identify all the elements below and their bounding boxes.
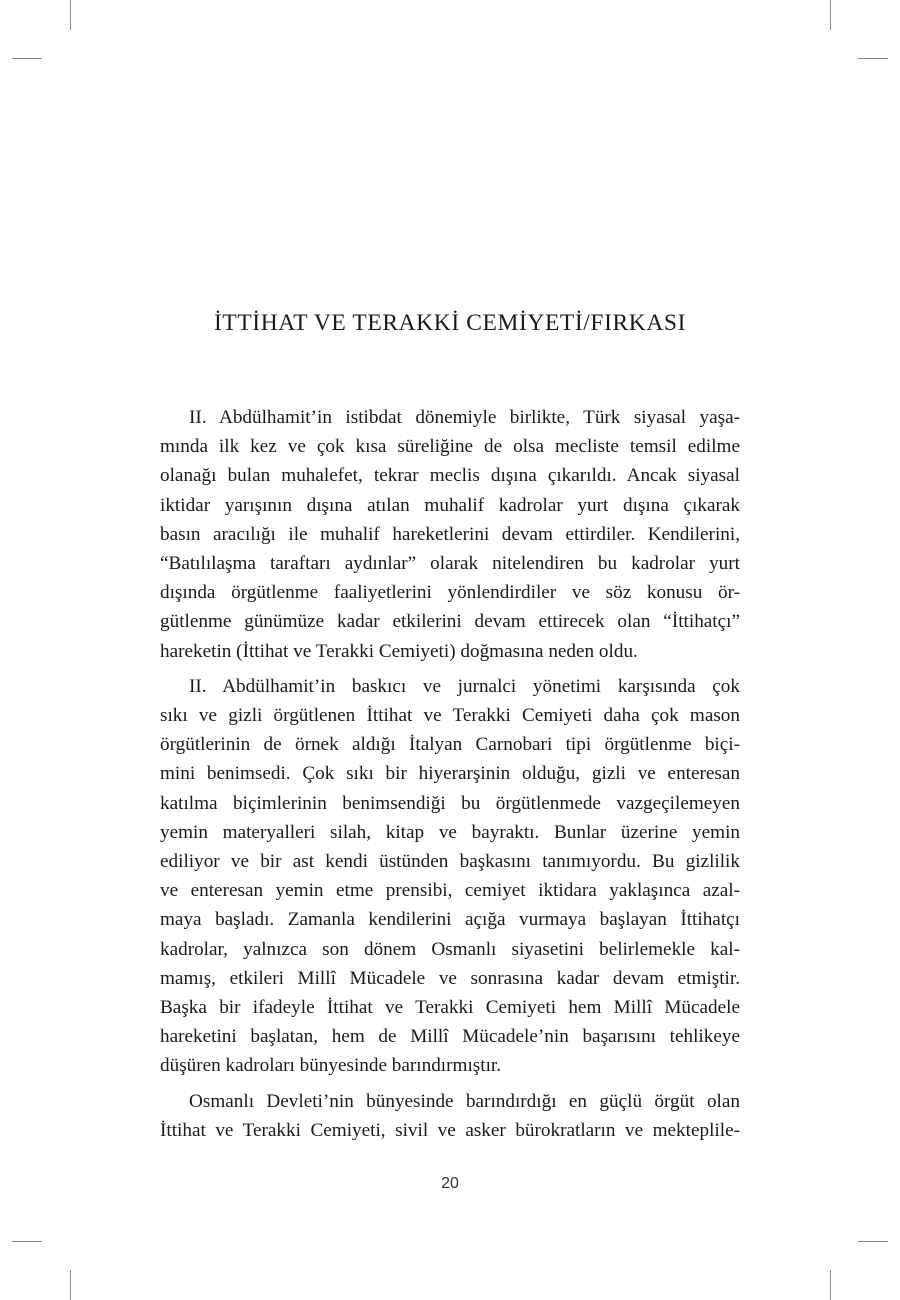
paragraph-1	[160, 403, 740, 666]
crop-mark-bottom-left	[70, 1270, 71, 1300]
text-line: ve enteresan yemin etme prensibi, cemiyet iktidara yaklaşınca azal-	[160, 880, 740, 902]
crop-mark-top-right	[830, 0, 831, 30]
text-line: olanağı bulan muhalefet, tekrar meclis dışına çıkarıldı. Ancak siyasal	[160, 465, 740, 487]
text-line: katılma biçimlerinin benimsendiği bu örgütlenmede vazgeçilemeyen	[160, 792, 740, 814]
text-line: Başka bir ifadeyle İttihat ve Terakki Cemiyeti hem Millî Mücadele	[160, 997, 740, 1019]
text-line: “Batılılaşma taraftarı aydınlar” olarak nitelendiren bu kadrolar yurt	[160, 553, 740, 575]
text-line: örgütlerinin de örnek aldığı İtalyan Carnobari tipi örgütlenme biçi-	[160, 734, 740, 756]
text-line: düşüren kadroları bünyesinde barındırmıştır.	[160, 1055, 502, 1077]
crop-mark-top-left	[70, 0, 71, 30]
text-line: yemin materyalleri silah, kitap ve bayraktı. Bunlar üzerine yemin	[160, 821, 740, 843]
text-line: sıkı ve gizli örgütlenen İttihat ve Terakki Cemiyeti daha çok mason	[160, 705, 740, 727]
paragraph-2	[160, 672, 740, 1081]
paragraph-3	[160, 1087, 740, 1145]
text-line: II. Abdülhamit’in baskıcı ve jurnalci yönetimi karşısında çok	[189, 675, 740, 697]
text-line: ediliyor ve bir ast kendi üstünden başkasını tanımıyordu. Bu gizlilik	[160, 851, 740, 873]
crop-mark-bottom-right	[830, 1270, 831, 1300]
chapter-title: İTTİHAT VE TERAKKİ CEMİYETİ/FIRKASI	[213, 310, 687, 336]
text-line: Osmanlı Devleti’nin bünyesinde barındırdığı en güçlü örgüt olan	[189, 1090, 740, 1112]
text-line: II. Abdülhamit’in istibdat dönemiyle birlikte, Türk siyasal yaşa-	[189, 407, 740, 428]
text-line: iktidar yarışının dışına atılan muhalif kadrolar yurt dışına çıkarak	[160, 494, 740, 516]
text-line: mamış, etkileri Millî Mücadele ve sonrasına kadar devam etmiştir.	[160, 967, 740, 989]
text-line: maya başladı. Zamanla kendilerini açığa vurmaya başlayan İttihatçı	[160, 909, 740, 931]
crop-mark-left-top	[12, 58, 42, 59]
crop-mark-right-top	[858, 58, 888, 59]
text-line: dışında örgütlenme faaliyetlerini yönlendirdiler ve söz konusu ör-	[160, 582, 740, 604]
text-line: gütlenme günümüze kadar etkilerini devam ettirecek olan “İttihatçı”	[160, 611, 740, 633]
text-line: İttihat ve Terakki Cemiyeti, sivil ve asker bürokratların ve mekteplile-	[160, 1119, 740, 1141]
text-line: hareketin (İttihat ve Terakki Cemiyeti) doğmasına neden oldu.	[160, 640, 638, 662]
crop-mark-right-bottom	[858, 1241, 888, 1242]
page-number: 20	[441, 1175, 459, 1192]
body-text	[160, 403, 740, 1145]
text-line: mında ilk kez ve çok kısa süreliğine de olsa mecliste temsil edilme	[160, 436, 740, 458]
text-line: basın aracılığı ile muhalif hareketlerini devam ettirdiler. Kendilerini,	[160, 523, 740, 545]
crop-mark-left-bottom	[12, 1241, 42, 1242]
text-line: kadrolar, yalnızca son dönem Osmanlı siyasetini belirlemekle kal-	[160, 938, 740, 960]
text-line: hareketini başlatan, hem de Millî Mücadele’nin başarısını tehlikeye	[160, 1026, 740, 1048]
text-line: mini benimsedi. Çok sıkı bir hiyerarşinin olduğu, gizli ve enteresan	[160, 763, 740, 785]
